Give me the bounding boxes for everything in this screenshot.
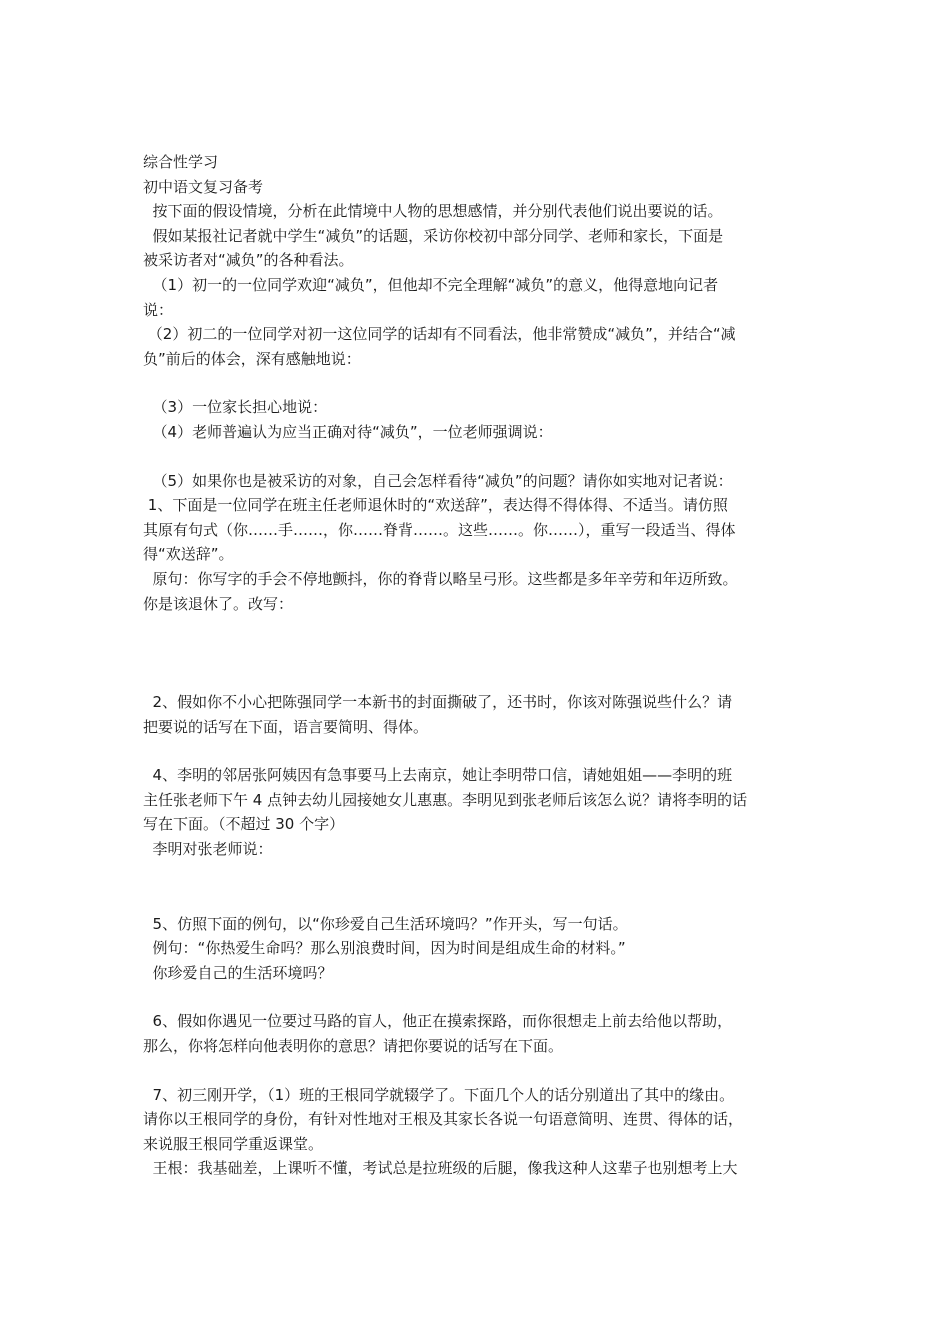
intro-line: 被采访者对“减负”的各种看法。 — [143, 251, 354, 270]
item-line: （3）一位家长担心地说： — [143, 398, 328, 417]
question-1-line: （5）如果你也是被采访的对象，自己会怎样看待“减负”的问题？请你如实地对记者说： — [143, 471, 733, 490]
intro-line: 负”前后的体会，深有感触地说： — [143, 349, 361, 368]
item-line: （4）老师普遍认为应当正确对待“减负”，一位老师强调说： — [143, 422, 553, 441]
blank-answer-space — [143, 862, 815, 912]
question-6-line: 那么，你将怎样向他表明你的意思？请把你要说的话写在下面。 — [143, 1037, 564, 1056]
blank-answer-space — [143, 739, 815, 763]
question-4-line: 4、李明的邻居张阿姨因有急事要马上去南京，她让李明带口信，请她姐姐——李明的班 — [143, 766, 733, 785]
question-1-line: 你是该退休了。改写： — [143, 594, 294, 613]
question-2-line: 把要说的话写在下面，语言要简明、得体。 — [143, 717, 429, 736]
blank-answer-space — [143, 445, 815, 469]
blank-answer-space — [143, 371, 815, 395]
question-7-line: 王根：我基础差，上课听不懂，考试总是拉班级的后腿，像我这种人这辈子也别想考上大 — [143, 1159, 738, 1178]
question-7-line: 请你以王根同学的身份，有针对性地对王根及其家长各说一句语意简明、连贯、得体的话， — [143, 1110, 744, 1129]
blank-answer-space — [143, 1059, 815, 1083]
question-6-line: 6、假如你遇见一位要过马路的盲人，他正在摸索探路，而你很想走上前去给他以帮助， — [143, 1012, 733, 1031]
question-1-line: 得“欢送辞”。 — [143, 545, 234, 564]
question-5-line: 例句：“你热爱生命吗？那么别浪费时间，因为时间是组成生命的材料。” — [143, 939, 626, 958]
intro-line: 假如某报社记者就中学生“减负”的话题，采访你校初中部分同学、老师和家长，下面是 — [143, 226, 724, 245]
question-1-line: 1、下面是一位同学在班主任老师退休时的“欢送辞”，表达得不得体得、不适当。请仿照 — [143, 496, 728, 515]
question-4-line: 主任张老师下午 4 点钟去幼儿园接她女儿惠惠。李明见到张老师后该怎么说？请将李明的话 — [143, 790, 748, 809]
document-title: 综合性学习 — [143, 153, 219, 171]
question-5-line: 你珍爱自己的生活环境吗？ — [143, 963, 333, 982]
question-2-line: 2、假如你不小心把陈强同学一本新书的封面撕破了，还书时，你该对陈强说些什么？请 — [143, 693, 733, 712]
document-body — [143, 150, 815, 1181]
intro-line: （2）初二的一位同学对初一这位同学的话却有不同看法，他非常赞成“减负”，并结合“减 — [143, 325, 736, 344]
question-1-line: 原句：你写字的手会不停地颤抖，你的脊背以略呈弓形。这些都是多年辛劳和年迈所致。 — [143, 569, 738, 588]
document-subtitle: 初中语文复习备考 — [143, 177, 264, 196]
question-7-line: 7、初三刚开学，（1）班的王根同学就辍学了。下面几个人的话分别道出了其中的缘由。 — [143, 1085, 735, 1104]
question-7-line: 来说服王根同学重返课堂。 — [143, 1134, 324, 1153]
question-5-line: 5、仿照下面的例句，以“你珍爱自己生活环境吗？”作开头，写一句话。 — [143, 914, 628, 933]
intro-line: （1）初一的一位同学欢迎“减负”，但他却不完全理解“减负”的意义，他得意地向记者 — [143, 275, 719, 294]
question-1-line: 其原有句式（你……手……，你……脊背……。这些……。你……），重写一段适当、得体 — [143, 520, 736, 539]
blank-answer-space — [143, 616, 815, 690]
blank-answer-space — [143, 985, 815, 1009]
question-4-line: 写在下面。（不超过 30 个字） — [143, 815, 345, 834]
question-4-line: 李明对张老师说： — [143, 840, 273, 859]
intro-line: 按下面的假设情境，分析在此情境中人物的思想感情，并分别代表他们说出要说的话。 — [143, 202, 723, 221]
intro-line: 说： — [143, 300, 174, 319]
